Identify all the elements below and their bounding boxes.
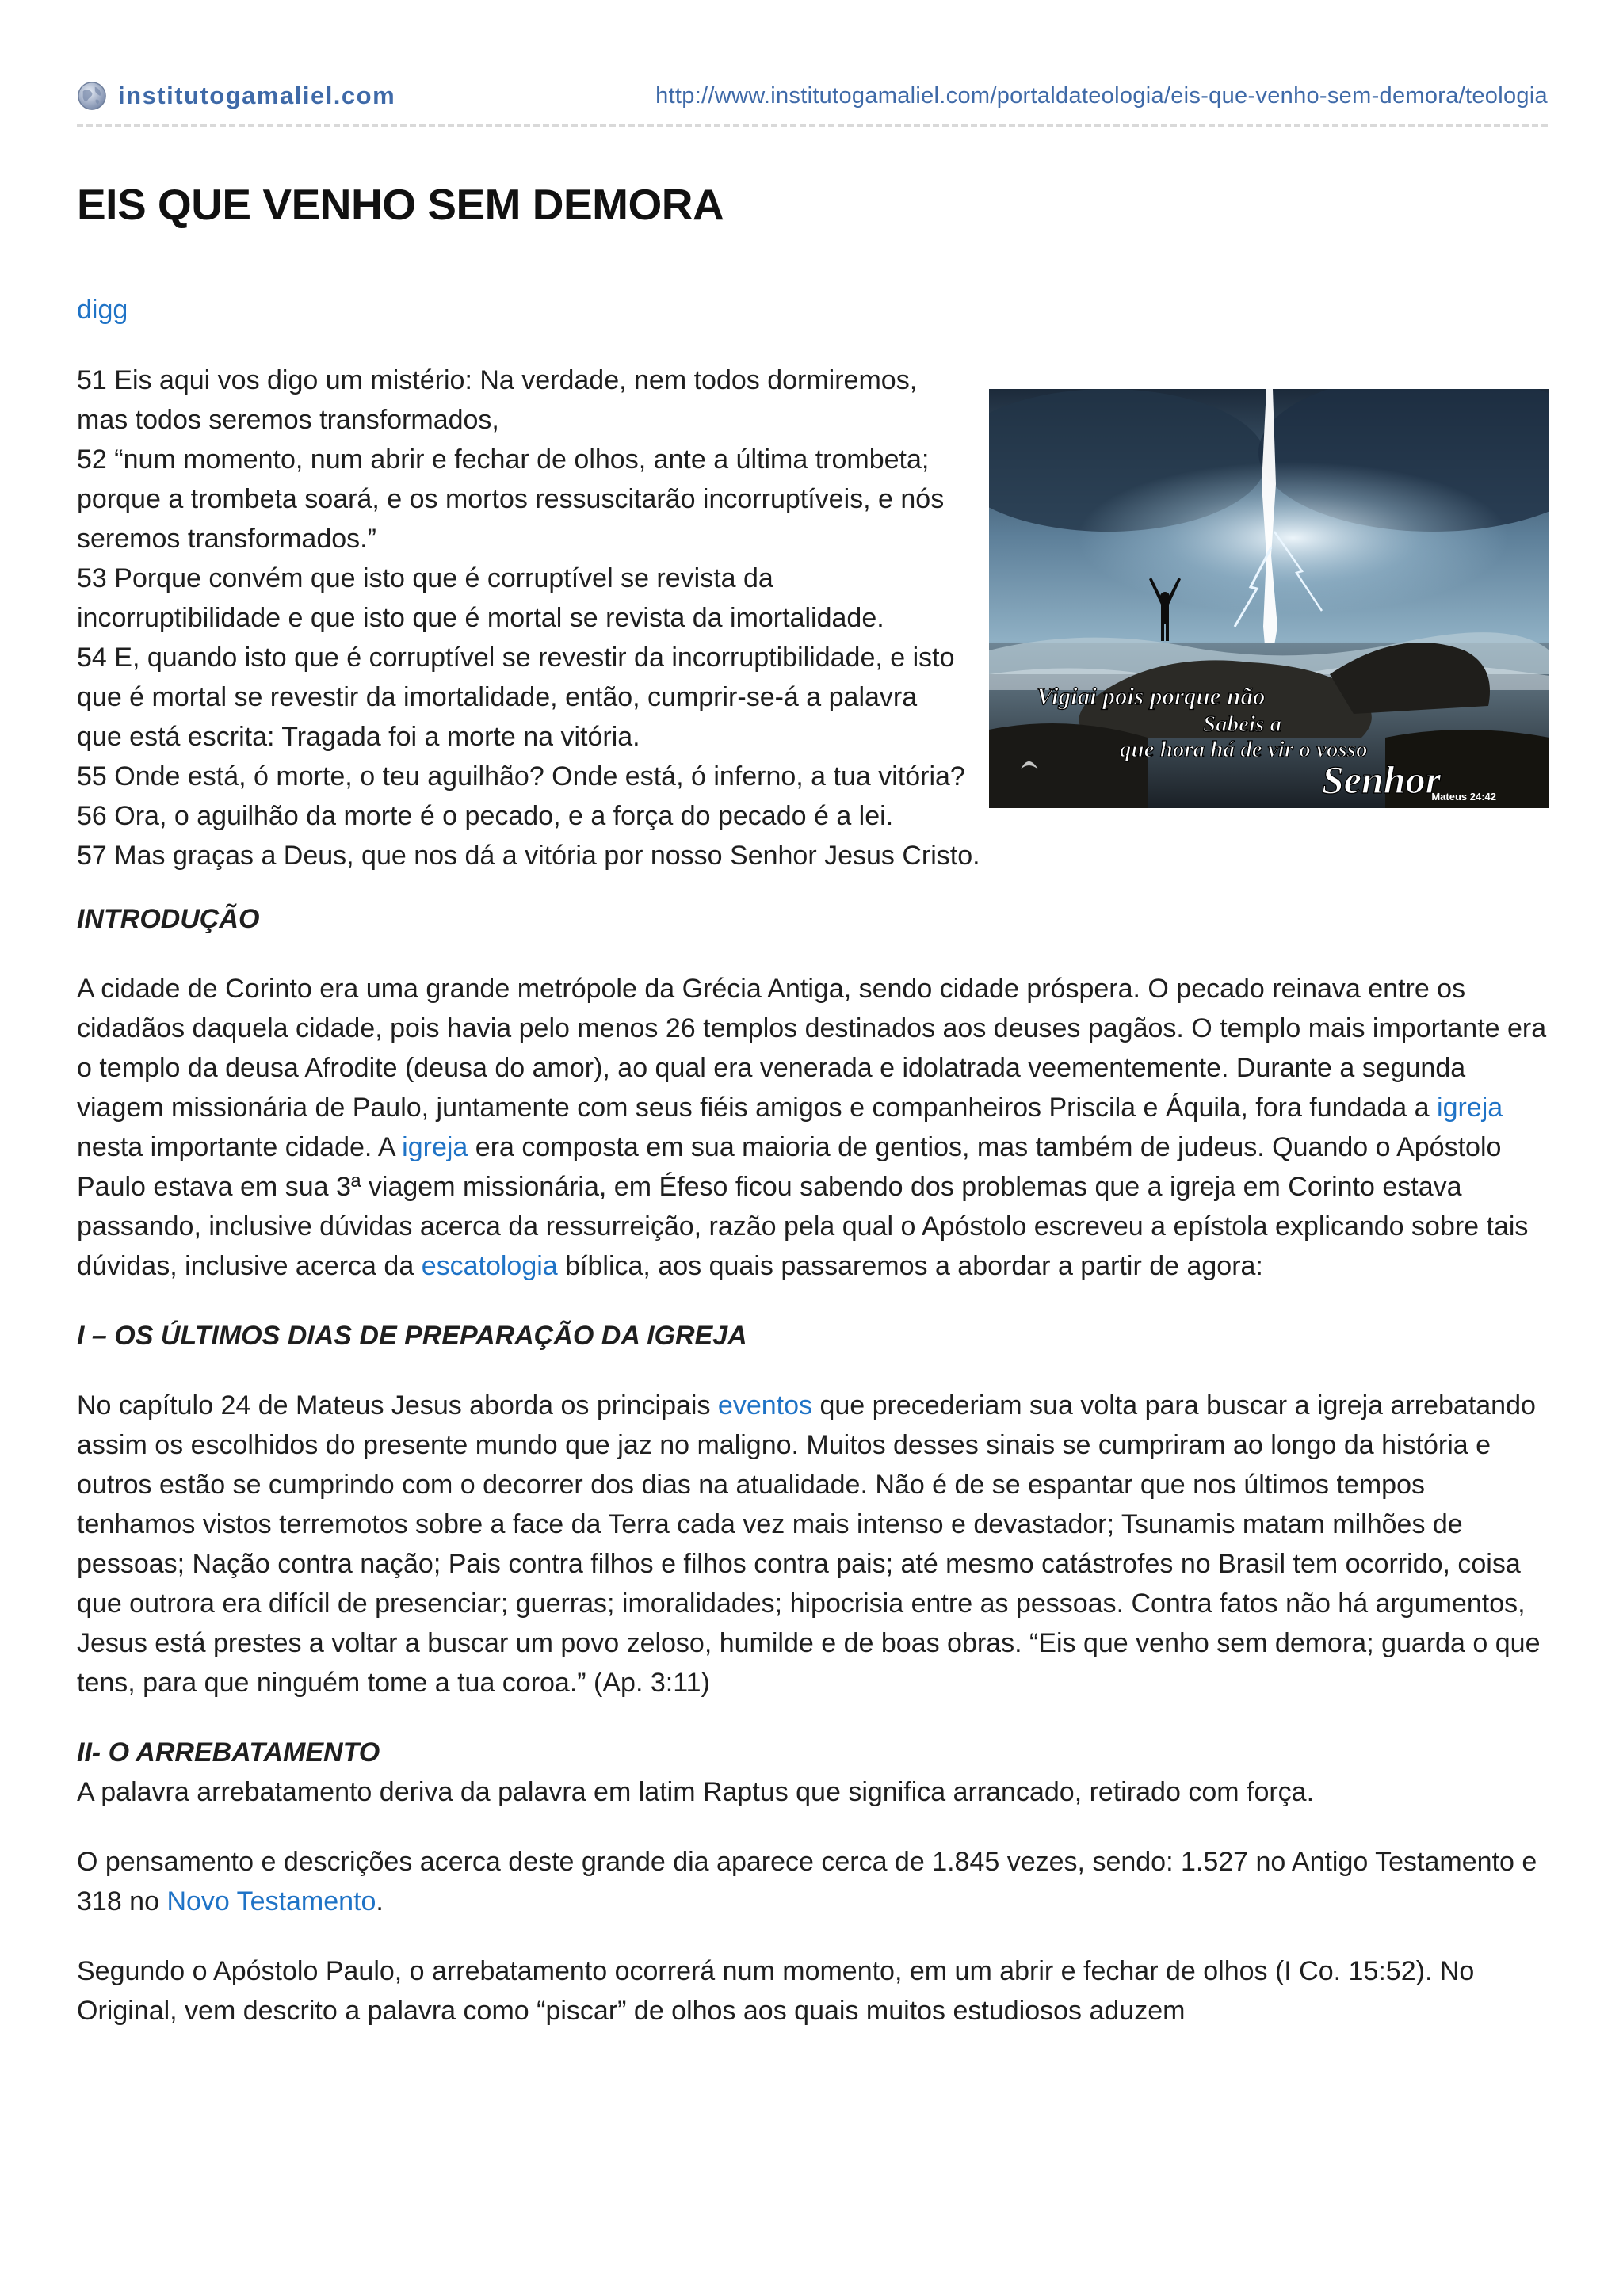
section1-text-1: No capítulo 24 de Mateus Jesus aborda os principais xyxy=(77,1390,718,1421)
section1-heading: I – OS ÚLTIMOS DIAS DE PREPARAÇÃO DA IGREJA xyxy=(77,1321,747,1351)
page-header xyxy=(77,76,1548,116)
verse-55: 55 Onde está, ó morte, o teu aguilhão? Onde está, ó inferno, a tua vitória? xyxy=(77,761,965,791)
verse-57: 57 Mas graças a Deus, que nos dá a vitória por nosso Senhor Jesus Cristo. xyxy=(77,841,980,871)
image-reference: Mateus 24:42 xyxy=(1431,791,1496,803)
section2-p2-text-2: . xyxy=(376,1886,384,1917)
verse-56: 56 Ora, o aguilhão da morte é o pecado, e a força do pecado é a lei. xyxy=(77,801,894,831)
igreja-link-1[interactable]: igreja xyxy=(1437,1093,1503,1123)
image-caption-line3: que hora há de vir o vosso xyxy=(1120,737,1368,762)
digg-link[interactable]: digg xyxy=(77,295,128,325)
site-name-link[interactable]: institutogamaliel.com xyxy=(118,82,396,109)
eventos-link[interactable]: eventos xyxy=(717,1390,813,1421)
section2-paragraph-2 xyxy=(77,1842,1549,1921)
page-title: EIS QUE VENHO SEM DEMORA xyxy=(77,180,724,229)
globe-icon xyxy=(77,81,107,111)
section2-intro xyxy=(77,1733,1549,1812)
section1-paragraph xyxy=(77,1386,1549,1703)
section1-text-2: que precederiam sua volta para buscar a igreja arrebatando assim os escolhidos do presente mundo que jaz no maligno. Muitos desses sinais se cumpriram ao longo da história e outros estão se cumprindo com o decorrer dos dias na atualidade. Não é de se espantar que nos últimos tempos tenhamos vistos terremotos sobre a face da Terra cada vez mais intenso e devastador; Tsunamis matam milhões de pessoas; Nação contra nação; Pais contra filhos e filhos contra pais; até mesmo catástrofes no Brasil tem ocorrido, coisa que outrora era difícil de presenciar; guerras; imoralidades; hipocrisia entre as pessoas. Contra fatos não há argumentos, Jesus está prestes a voltar a buscar um povo zeloso, humilde e de boas obras. “Eis que venho sem demora; guarda o que tens, para que ninguém tome a tua coroa.” (Ap. 3:11) xyxy=(77,1390,1541,1698)
intro-paragraph xyxy=(77,969,1549,1286)
intro-text-3: era composta em sua maioria de gentios, mas também de judeus. Quando o Apóstolo Paulo estava em sua 3ª viagem missionária, em Éfeso ficou sabendo dos problemas que a igreja em Corinto estava passando, inclusive dúvidas acerca da ressurreição, razão pela qual o Apóstolo escreveu a epístola explicando sobre tais dúvidas, inclusive acerca da xyxy=(77,1132,1529,1281)
storm-lightning-image xyxy=(989,389,1549,808)
section2-paragraph-1: A palavra arrebatamento deriva da palavra em latim Raptus que significa arrancado, retirado com força. xyxy=(77,1777,1315,1807)
image-caption-line1: Vigiai pois porque não xyxy=(1037,682,1266,710)
verse-52: 52 “num momento, num abrir e fechar de olhos, ante a última trombeta; porque a trombeta soará, e os mortos ressuscitarão incorruptíveis, e nós seremos transformados.” xyxy=(77,444,945,554)
verse-51: 51 Eis aqui vos digo um mistério: Na verdade, nem todos dormiremos, mas todos seremos transformados, xyxy=(77,365,918,435)
intro-text-2: nesta importante cidade. A xyxy=(77,1132,403,1162)
intro-text-1: A cidade de Corinto era uma grande metrópole da Grécia Antiga, sendo cidade próspera. O pecado reinava entre os cidadãos daquela cidade, pois havia pelo menos 26 templos destinados aos deuses pagãos. O templo mais importante era o templo da deusa Afrodite (deusa do amor), ao qual era venerada e idolatrada veementemente. Durante a segunda viagem missionária de Paulo, juntamente com seus fiéis amigos e companheiros Priscila e Áquila, fora fundada a xyxy=(77,974,1547,1123)
igreja-link-2[interactable]: igreja xyxy=(402,1132,468,1162)
site-brand xyxy=(77,81,395,111)
section2-p2-text-1: O pensamento e descrições acerca deste grande dia aparece cerca de 1.845 vezes, sendo: 1.527 no Antigo Testamento e 318 no xyxy=(77,1847,1537,1917)
novo-testamento-link[interactable]: Novo Testamento xyxy=(166,1886,376,1917)
article-body xyxy=(77,360,1549,2061)
image-caption-line2: Sabeis a xyxy=(1203,711,1282,737)
image-caption-line4: Senhor xyxy=(1322,757,1442,802)
verse-53: 53 Porque convém que isto que é corruptível se revista da incorruptibilidade e que isto que é mortal se revista da imortalidade. xyxy=(77,563,884,633)
escatologia-link[interactable]: escatologia xyxy=(421,1251,558,1281)
header-divider xyxy=(77,124,1548,127)
verse-54: 54 E, quando isto que é corruptível se revestir da incorruptibilidade, e isto que é mortal se revestir da imortalidade, então, cumprir-se-á a palavra que está escrita: Tragada foi a morte na vitória. xyxy=(77,643,955,752)
section2-paragraph-3: Segundo o Apóstolo Paulo, o arrebatamento ocorrerá num momento, em um abrir e fechar de olhos (I Co. 15:52). No Original, vem descrito a palavra como “piscar” de olhos aos quais muitos estudiosos aduzem xyxy=(77,1956,1475,2026)
section2-heading: II- O ARREBATAMENTO xyxy=(77,1737,380,1768)
intro-heading: INTRODUÇÃO xyxy=(77,904,260,934)
page-url-link[interactable]: http://www.institutogamaliel.com/portaldateologia/eis-que-venho-sem-demora/teologia xyxy=(655,82,1548,109)
intro-text-4: bíblica, aos quais passaremos a abordar a partir de agora: xyxy=(557,1251,1263,1281)
